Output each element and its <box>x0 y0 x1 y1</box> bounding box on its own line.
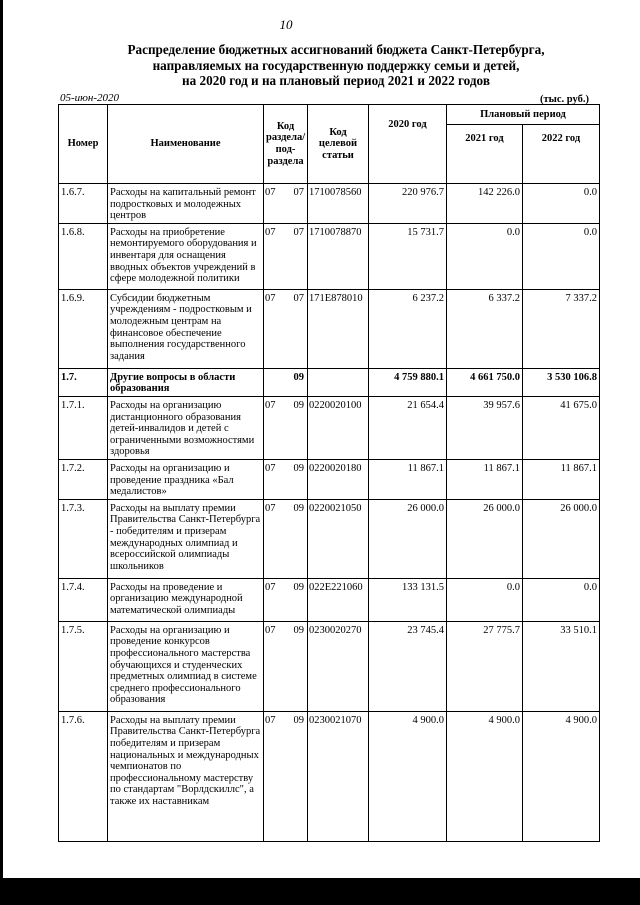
row-2022: 33 510.1 <box>523 621 600 711</box>
units-label: (тыс. руб.) <box>540 94 589 105</box>
header-section-code: Код раздела/ под- раздела <box>264 105 308 184</box>
row-target: 0220020180 <box>308 459 369 499</box>
title-line-2: направляемых на государственную поддержку семьи и детей, <box>152 57 520 73</box>
table-row <box>59 499 600 578</box>
row-2022: 26 000.0 <box>523 499 600 578</box>
row-subsection: 07 <box>281 223 308 289</box>
row-section: 07 <box>264 289 281 368</box>
row-2022: 11 867.1 <box>523 459 600 499</box>
row-number: 1.7. <box>59 368 108 396</box>
row-2022: 0.0 <box>523 223 600 289</box>
table-row <box>59 368 600 396</box>
header-target-code: Код целевой статьи <box>308 105 369 184</box>
row-subsection: 09 <box>281 396 308 459</box>
row-2020: 4 900.0 <box>369 711 447 841</box>
scan-left-edge <box>0 0 3 905</box>
row-target: 1710078560 <box>308 184 369 224</box>
row-2020: 4 759 880.1 <box>369 368 447 396</box>
row-subsection: 07 <box>281 289 308 368</box>
title-line-1: Распределение бюджетных ассигнований бюджета Санкт-Петербурга, <box>127 42 545 57</box>
table-row <box>59 289 600 368</box>
row-subsection: 07 <box>281 184 308 224</box>
row-subsection: 09 <box>281 578 308 621</box>
budget-table <box>58 104 600 842</box>
row-2022: 4 900.0 <box>523 711 600 841</box>
row-2022: 7 337.2 <box>523 289 600 368</box>
header-number: Номер <box>59 105 108 184</box>
row-name: Расходы на проведение и организацию международной математической олимпиады <box>108 578 264 621</box>
row-2021: 4 900.0 <box>447 711 523 841</box>
table-row <box>59 184 600 224</box>
row-target: 1710078870 <box>308 223 369 289</box>
document-date: 05-июн-2020 <box>60 92 120 104</box>
table-row <box>59 459 600 499</box>
row-section: 07 <box>264 459 281 499</box>
header-year-2021: 2021 год <box>447 125 523 184</box>
row-name: Расходы на организацию и проведение праздника «Бал медалистов» <box>108 459 264 499</box>
row-2021: 6 337.2 <box>447 289 523 368</box>
row-2020: 26 000.0 <box>369 499 447 578</box>
row-subsection: 09 <box>281 621 308 711</box>
row-2021: 39 957.6 <box>447 396 523 459</box>
row-2021: 142 226.0 <box>447 184 523 224</box>
row-section: 07 <box>264 711 281 841</box>
row-name: Расходы на капитальный ремонт подростковых и молодежных центров <box>108 184 264 224</box>
row-2021: 26 000.0 <box>447 499 523 578</box>
row-2020: 15 731.7 <box>369 223 447 289</box>
row-target: 0230020270 <box>308 621 369 711</box>
header-year-2020: 2020 год <box>369 105 447 184</box>
row-subsection: 09 <box>281 711 308 841</box>
row-2021: 11 867.1 <box>447 459 523 499</box>
table-row <box>59 223 600 289</box>
row-name: Расходы на выплату премии Правительства Санкт-Петербурга победителям и призерам национальных и международных чемпионатов по профессиональному мастерству по стандартам "Ворлдскиллс", а также их наставникам <box>108 711 264 841</box>
row-name: Другие вопросы в области образования <box>108 368 264 396</box>
row-number: 1.7.2. <box>59 459 108 499</box>
row-2020: 133 131.5 <box>369 578 447 621</box>
row-name: Расходы на организацию дистанционного образования детей-инвалидов и детей с ограниченными возможностями здоровья <box>108 396 264 459</box>
row-number: 1.7.4. <box>59 578 108 621</box>
row-2020: 6 237.2 <box>369 289 447 368</box>
row-subsection: 09 <box>281 499 308 578</box>
table-row <box>59 621 600 711</box>
row-target: 0220021050 <box>308 499 369 578</box>
row-2020: 21 654.4 <box>369 396 447 459</box>
row-2021: 4 661 750.0 <box>447 368 523 396</box>
row-number: 1.7.3. <box>59 499 108 578</box>
row-section: 07 <box>264 223 281 289</box>
row-name: Субсидии бюджетным учреждениям - подростковым и молодежным центрам на финансовое обеспечение выполнения государственного задания <box>108 289 264 368</box>
row-name: Расходы на выплату премии Правительства Санкт-Петербурга - победителям и призерам международных олимпиад и всероссийской олимпиады школьников <box>108 499 264 578</box>
header-plan-period: Плановый период <box>447 105 600 125</box>
title-line-3: на 2020 год и на плановый период 2021 и 2022 годов <box>182 73 490 88</box>
row-section: 07 <box>264 184 281 224</box>
row-section: 07 <box>264 578 281 621</box>
row-number: 1.6.9. <box>59 289 108 368</box>
row-2020: 11 867.1 <box>369 459 447 499</box>
row-target: 171E878010 <box>308 289 369 368</box>
row-2022: 0.0 <box>523 578 600 621</box>
header-name: Наименование <box>108 105 264 184</box>
row-section: 07 <box>264 499 281 578</box>
row-target: 0230021070 <box>308 711 369 841</box>
row-section: 07 <box>264 396 281 459</box>
row-2020: 23 745.4 <box>369 621 447 711</box>
table-row <box>59 396 600 459</box>
row-number: 1.6.8. <box>59 223 108 289</box>
page-number: 10 <box>279 17 293 32</box>
row-2021: 27 775.7 <box>447 621 523 711</box>
row-target: 0220020100 <box>308 396 369 459</box>
document-title <box>100 42 572 89</box>
row-2022: 41 675.0 <box>523 396 600 459</box>
row-number: 1.7.1. <box>59 396 108 459</box>
row-target: 022E221060 <box>308 578 369 621</box>
row-section <box>264 368 281 396</box>
row-subsection: 09 <box>281 459 308 499</box>
row-number: 1.7.6. <box>59 711 108 841</box>
row-section: 07 <box>264 621 281 711</box>
scan-bottom-edge <box>0 878 640 905</box>
row-2021: 0.0 <box>447 578 523 621</box>
row-2021: 0.0 <box>447 223 523 289</box>
table-row <box>59 711 600 841</box>
row-2022: 0.0 <box>523 184 600 224</box>
row-2020: 220 976.7 <box>369 184 447 224</box>
header-year-2022: 2022 год <box>523 125 600 184</box>
row-name: Расходы на приобретение немонтируемого оборудования и инвентаря для оснащения вводных объектов учреждений в сфере молодежной политики <box>108 223 264 289</box>
row-subsection: 09 <box>281 368 308 396</box>
row-number: 1.6.7. <box>59 184 108 224</box>
row-target <box>308 368 369 396</box>
row-name: Расходы на организацию и проведение конкурсов профессионального мастерства обучающихся и студенческих предметных олимпиад в системе среднего профессионального образования <box>108 621 264 711</box>
row-2022: 3 530 106.8 <box>523 368 600 396</box>
row-number: 1.7.5. <box>59 621 108 711</box>
table-row <box>59 578 600 621</box>
